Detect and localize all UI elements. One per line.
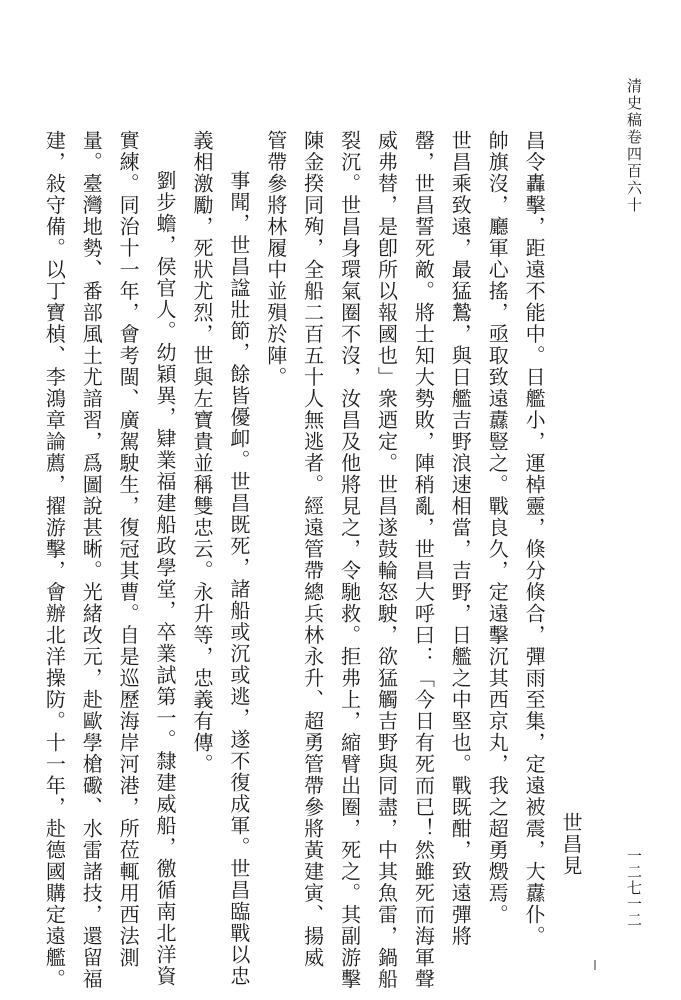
scan-speck	[594, 960, 596, 970]
text-column: 威弗替，是卽所以報國也」衆迺定。世昌遂鼓輪怒駛，欲猛觸吉野與同盡，中其魚雷，鍋船	[374, 130, 399, 990]
body-text	[42, 130, 589, 990]
text-column: 裂沉。世昌身環氣圈不沒，汝昌及他將見之，令馳救。拒弗上，縮臂出圈，死之。其副游擊	[337, 130, 362, 990]
text-column: 帥旗沒，廳軍心搖，亟取致遠纛豎之。戰良久，定遠擊沉其西京丸，我之超勇燬焉。	[485, 130, 510, 926]
text-column: 罄，世昌誓死敵。將士知大勢敗，陣稍亂，世昌大呼曰：「今日有死而已！然雖死而海軍聲	[411, 130, 436, 990]
text-column: 陳金揆同殉，全船二百五十人無逃者。經遠管帶總兵林永升、超勇管帶參將黃建寅、揚威	[300, 130, 325, 969]
running-header: 清史稿卷四百六十	[625, 78, 643, 214]
page-number: 一二七一二	[625, 848, 643, 928]
text-column: 實練。同治十一年，會考閩、廣駕駛生，復冠其曹。自是巡歷海岸河港，所莅輒用西法測	[116, 130, 141, 969]
text-column: 昌令轟擊，距遠不能中。日艦小，運棹靈，倏分倏合，彈雨至集，定遠被震，大纛仆。	[522, 130, 547, 947]
text-column: 建，敍守備。以丁寶楨、李鴻章論薦，擢游擊，會辦北洋操防。十一年，赴德國購定遠艦。	[42, 130, 67, 990]
text-column: 事聞，世昌諡壯節，餘皆優卹。世昌既死，諸船或沉或逃，遂不復成軍。世昌臨戰以忠	[226, 170, 251, 987]
text-column: 世昌見	[559, 812, 583, 877]
text-column: 劉步蟾，侯官人。幼穎異，肄業福建船政學堂，卒業試第一。隸建威船，徼循南北洋資	[153, 170, 178, 987]
text-column: 量。臺灣地勢、番部風土尤諳習，爲圖說甚晰。光緒改元，赴歐學槍礮、水雷諸技，還留福	[79, 130, 104, 990]
text-column: 管帶參將林履中並殞於陣。	[263, 130, 288, 388]
text-column: 世昌乘致遠，最猛鷙，與日艦吉野浪速相當，吉野，日艦之中堅也。戰既酣，致遠彈將	[448, 130, 473, 947]
text-column: 義相激勵，死狀尤烈，世與左寶貴並稱雙忠云。永升等，忠義有傳。	[189, 130, 214, 775]
